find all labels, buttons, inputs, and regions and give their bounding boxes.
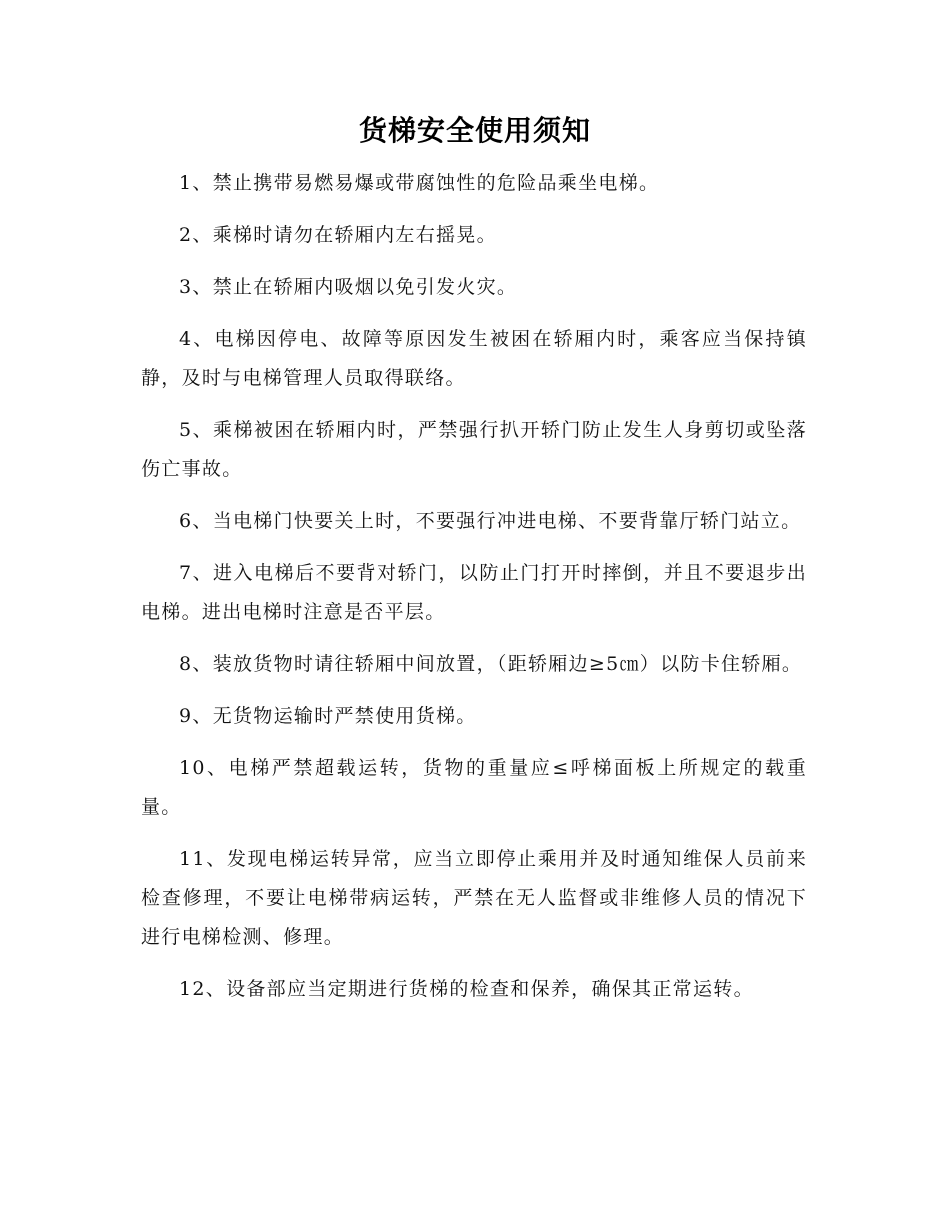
paragraph-11: 11、发现电梯运转异常，应当立即停止乘用并及时通知维保人员前来检查修理，不要让电梯带病运转，严禁在无人监督或非维修人员的情况下进行电梯检测、修理。 xyxy=(141,848,807,948)
document-title: 货梯安全使用须知 xyxy=(358,114,591,147)
paragraph-6: 6、当电梯门快要关上时，不要强行冲进电梯、不要背靠厅轿门站立。 xyxy=(179,510,802,532)
document-body xyxy=(141,164,807,1022)
paragraph-4: 4、电梯因停电、故障等原因发生被困在轿厢内时，乘客应当保持镇静，及时与电梯管理人员取得联络。 xyxy=(141,328,807,389)
paragraph-12: 12、设备部应当定期进行货梯的检查和保养，确保其正常运转。 xyxy=(179,978,754,1000)
paragraph-3: 3、禁止在轿厢内吸烟以免引发火灾。 xyxy=(179,276,518,298)
paragraph-9: 9、无货物运输时严禁使用货梯。 xyxy=(179,705,477,727)
paragraph-7: 7、进入电梯后不要背对轿门，以防止门打开时摔倒，并且不要退步出电梯。进出电梯时注意是否平层。 xyxy=(141,562,807,623)
paragraph-8: 8、装放货物时请往轿厢中间放置，（距轿厢边≥5㎝）以防卡住轿厢。 xyxy=(179,653,803,675)
paragraph-2: 2、乘梯时请勿在轿厢内左右摇晃。 xyxy=(179,224,497,246)
paragraph-1: 1、禁止携带易燃易爆或带腐蚀性的危险品乘坐电梯。 xyxy=(179,172,660,194)
paragraph-5: 5、乘梯被困在轿厢内时，严禁强行扒开轿门防止发生人身剪切或坠落伤亡事故。 xyxy=(141,419,807,480)
paragraph-10: 10、电梯严禁超载运转，货物的重量应≤呼梯面板上所规定的载重量。 xyxy=(141,757,807,818)
